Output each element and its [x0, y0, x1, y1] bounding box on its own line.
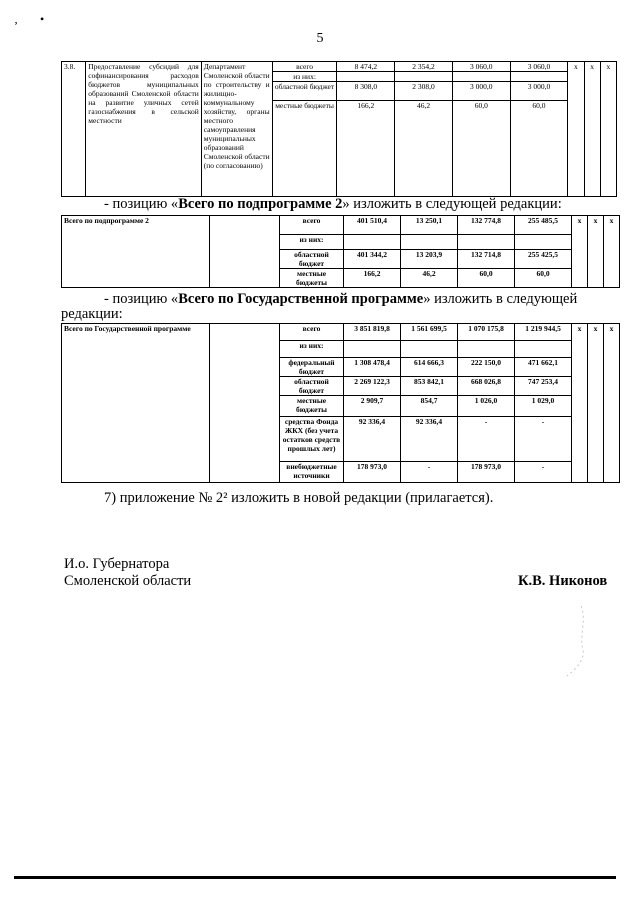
table-state-program-total [61, 323, 620, 483]
value-cell: 1 029,0 [515, 396, 572, 417]
value-cell [452, 72, 510, 82]
value-cell: 614 666,3 [401, 358, 458, 377]
value-cell: 3 060,0 [452, 62, 510, 72]
instruction-bold: Всего по Государственной программе [178, 291, 424, 307]
x-cell: х [584, 62, 600, 197]
row-label: всего [280, 324, 344, 341]
value-cell [395, 72, 453, 82]
empty-cell [210, 216, 280, 288]
x-cell: х [572, 324, 588, 483]
subprogram-title: Всего по подпрограмме 2 [62, 216, 210, 288]
value-cell [344, 235, 401, 250]
empty-cell [210, 324, 280, 483]
signature-trace [545, 600, 595, 680]
value-cell: 13 203,9 [401, 250, 458, 269]
value-cell: 853 842,1 [401, 377, 458, 396]
instruction-prefix: - позицию « [104, 291, 179, 307]
row-label: средства Фонда ЖКХ (без учета остатков средств прошлых лет) [280, 417, 344, 462]
value-cell: 854,7 [401, 396, 458, 417]
row-label: областной бюджет [272, 82, 337, 101]
value-cell: 178 973,0 [344, 462, 401, 483]
x-cell: х [600, 62, 616, 197]
value-cell: 747 253,4 [515, 377, 572, 396]
value-cell: 2 354,2 [395, 62, 453, 72]
value-cell: 2 308,0 [395, 82, 453, 101]
value-cell: - [515, 462, 572, 483]
bottom-border-line [14, 876, 616, 879]
row-label: всего [272, 62, 337, 72]
page-number: 5 [316, 31, 324, 46]
value-cell: 166,2 [337, 101, 395, 197]
corner-mark-left: ‚ [14, 12, 18, 26]
x-cell: х [588, 216, 604, 288]
value-cell: 255 485,5 [515, 216, 572, 235]
item-executor: Департамент Смоленской области по строительству и жилищно-коммунальному хозяйству, органы местного самоуправления муниципальных образований Смоленской области (по согласованию) [201, 62, 272, 197]
row-label: областной бюджет [280, 377, 344, 396]
value-cell: 3 060,0 [510, 62, 568, 72]
table-subprogram-2-total [61, 215, 620, 288]
instruction-bold: Всего по подпрограмме 2 [178, 196, 343, 212]
value-cell: 60,0 [452, 101, 510, 197]
row-label: местные бюджеты [280, 396, 344, 417]
value-cell: 255 425,5 [515, 250, 572, 269]
value-cell: 471 662,1 [515, 358, 572, 377]
signatory-name: К.В. Никонов [518, 573, 608, 589]
value-cell [337, 72, 395, 82]
value-cell: 3 000,0 [452, 82, 510, 101]
value-cell: 3 000,0 [510, 82, 568, 101]
row-label: из них: [272, 72, 337, 82]
row-label: из них: [280, 235, 344, 250]
value-cell [515, 235, 572, 250]
value-cell: 401 510,4 [344, 216, 401, 235]
value-cell: 8 474,2 [337, 62, 395, 72]
row-label: местные бюджеты [280, 269, 344, 288]
value-cell: 132 774,8 [458, 216, 515, 235]
value-cell: 2 909,7 [344, 396, 401, 417]
value-cell [458, 235, 515, 250]
table-item-3-8 [61, 61, 617, 197]
instruction-state-program [104, 291, 577, 308]
value-cell: 166,2 [344, 269, 401, 288]
value-cell: 401 344,2 [344, 250, 401, 269]
value-cell: 60,0 [515, 269, 572, 288]
value-cell: 92 336,4 [401, 417, 458, 462]
instruction-prefix: - позицию « [104, 196, 179, 212]
value-cell: - [515, 417, 572, 462]
value-cell: 1 070 175,8 [458, 324, 515, 341]
signatory-position-line2: Смоленской области [64, 573, 192, 589]
instruction-suffix: » изложить в следующей редакции: [342, 196, 562, 212]
x-cell: х [588, 324, 604, 483]
value-cell: 668 026,8 [458, 377, 515, 396]
corner-mark-right: • [40, 12, 45, 26]
instruction-appendix: 7) приложение № 2² изложить в новой редакции (прилагается). [104, 490, 494, 506]
row-label: из них: [280, 341, 344, 358]
value-cell: 2 269 122,3 [344, 377, 401, 396]
x-cell: х [604, 216, 620, 288]
row-label: местные бюджеты [272, 101, 337, 197]
value-cell: 1 026,0 [458, 396, 515, 417]
value-cell: 46,2 [395, 101, 453, 197]
row-label: внебюджетные источники [280, 462, 344, 483]
value-cell: 1 219 944,5 [515, 324, 572, 341]
value-cell: 1 308 478,4 [344, 358, 401, 377]
value-cell [344, 341, 401, 358]
value-cell: 46,2 [401, 269, 458, 288]
row-label: всего [280, 216, 344, 235]
value-cell: 178 973,0 [458, 462, 515, 483]
instruction-suffix: » изложить в следующей [423, 291, 578, 307]
value-cell: 60,0 [458, 269, 515, 288]
value-cell: 13 250,1 [401, 216, 458, 235]
value-cell: 8 308,0 [337, 82, 395, 101]
value-cell: 92 336,4 [344, 417, 401, 462]
value-cell: 132 714,8 [458, 250, 515, 269]
value-cell: 1 561 699,5 [401, 324, 458, 341]
instruction-state-program-line2: редакции: [61, 306, 123, 322]
value-cell: - [458, 417, 515, 462]
value-cell [515, 341, 572, 358]
value-cell: - [401, 462, 458, 483]
x-cell: х [572, 216, 588, 288]
value-cell [401, 235, 458, 250]
instruction-subprogram-2 [104, 196, 562, 213]
value-cell: 60,0 [510, 101, 568, 197]
value-cell: 3 851 819,8 [344, 324, 401, 341]
x-cell: х [604, 324, 620, 483]
program-title: Всего по Государственной программе [62, 324, 210, 483]
value-cell: 222 150,0 [458, 358, 515, 377]
value-cell [401, 341, 458, 358]
x-cell: х [568, 62, 584, 197]
item-description: Предоставление субсидий для софинансирования расходов бюджетов муниципальных образований Смоленской области на развитие уличных сетей газоснабжения в сельской местности [86, 62, 201, 197]
item-number: 3.8. [62, 62, 86, 197]
value-cell [458, 341, 515, 358]
value-cell [510, 72, 568, 82]
row-label: федеральный бюджет [280, 358, 344, 377]
signatory-position-line1: И.о. Губернатора [64, 556, 170, 572]
row-label: областной бюджет [280, 250, 344, 269]
